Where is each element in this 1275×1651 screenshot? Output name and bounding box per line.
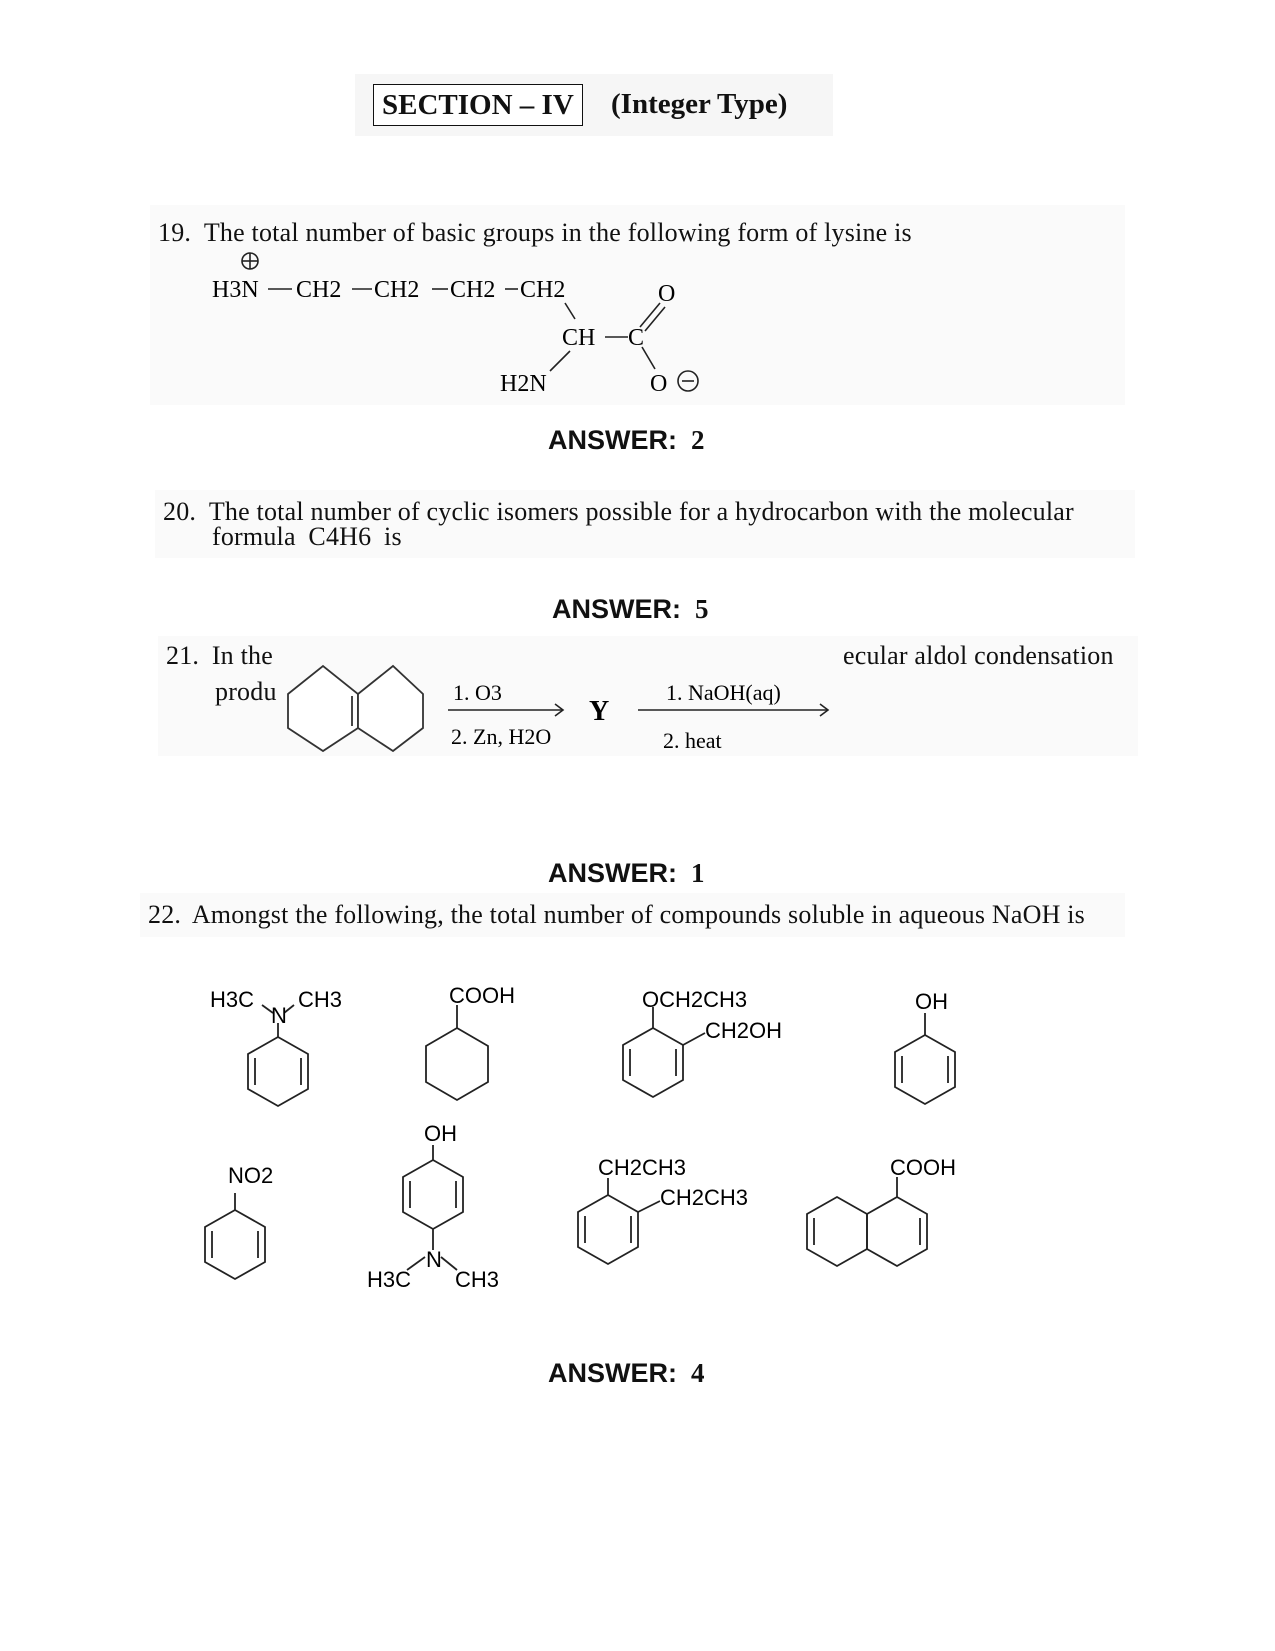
c1-n-label: N bbox=[271, 1003, 287, 1028]
cyclohexane-ring-icon bbox=[426, 1028, 488, 1100]
molecular-formula: C4H6 bbox=[308, 522, 372, 551]
answer-21 bbox=[548, 858, 705, 889]
question-text-line2: produ bbox=[215, 677, 277, 706]
benzene-ring-icon bbox=[248, 1037, 308, 1106]
intermediate-y: Y bbox=[589, 696, 610, 727]
c6-oh-label: OH bbox=[424, 1121, 457, 1146]
question-21 bbox=[158, 636, 1138, 756]
benzene-ring-icon bbox=[205, 1210, 265, 1279]
answer-label: ANSWER: bbox=[548, 425, 677, 455]
compounds-grid bbox=[195, 965, 1015, 1305]
step2-reagent-a: 1. NaOH(aq) bbox=[666, 680, 781, 705]
c1-ch3-label: CH3 bbox=[298, 987, 343, 1012]
answer-value: 4 bbox=[691, 1358, 705, 1388]
section-subtitle: (Integer Type) bbox=[611, 88, 788, 120]
c8-cooh-label: COOH bbox=[890, 1155, 956, 1180]
answer-value: 5 bbox=[695, 594, 709, 624]
question-20 bbox=[155, 490, 1135, 558]
answer-label: ANSWER: bbox=[548, 1358, 677, 1388]
question-22 bbox=[140, 893, 1125, 937]
c7-ethyl-a-label: CH2CH3 bbox=[598, 1155, 687, 1180]
chain-ch2-2: CH2 bbox=[374, 277, 420, 303]
answer-label: ANSWER: bbox=[548, 858, 677, 888]
section-title: SECTION – IV bbox=[373, 84, 583, 126]
chain-ch2-1: CH2 bbox=[296, 277, 342, 303]
section-header bbox=[355, 74, 833, 136]
benzene-ring-icon bbox=[623, 1028, 683, 1097]
c6-ch3-label: CH3 bbox=[455, 1267, 500, 1292]
step2-reagent-b: 2. heat bbox=[663, 728, 722, 753]
c5-no2-label: NO2 bbox=[228, 1163, 274, 1188]
benzene-ring-icon bbox=[578, 1195, 638, 1264]
c3-ch2oh-label: CH2OH bbox=[705, 1018, 783, 1043]
c3-och2ch3-label: OCH2CH3 bbox=[642, 987, 748, 1012]
answer-value: 1 bbox=[691, 858, 705, 888]
question-text: The total number of basic groups in the following form of lysine is bbox=[203, 218, 912, 247]
answer-value: 2 bbox=[691, 425, 705, 455]
step1-reagent-a: 1. O3 bbox=[453, 680, 502, 705]
question-number: 21. bbox=[166, 641, 200, 670]
amine-label: H2N bbox=[500, 371, 547, 397]
alpha-ch-label: CH bbox=[562, 325, 596, 351]
c7-ethyl-b-label: CH2CH3 bbox=[660, 1185, 749, 1210]
carbonyl-o-label: O bbox=[658, 281, 676, 307]
question-text-left: In the bbox=[211, 641, 273, 670]
answer-label: ANSWER: bbox=[552, 594, 681, 624]
c6-n-label: N bbox=[426, 1247, 442, 1272]
reaction-scheme bbox=[283, 656, 983, 756]
lysine-structure bbox=[150, 245, 1125, 405]
step1-reagent-b: 2. Zn, H2O bbox=[451, 724, 552, 749]
c6-h3c-label: H3C bbox=[367, 1267, 412, 1292]
chain-ch2-3: CH2 bbox=[450, 277, 496, 303]
question-19 bbox=[150, 205, 1125, 405]
benzene-ring-icon bbox=[895, 1035, 955, 1104]
question-text-line2-prefix: formula bbox=[212, 522, 296, 551]
c4-oh-label: OH bbox=[915, 989, 948, 1014]
question-text-right: ecular aldol condensation bbox=[843, 641, 1114, 670]
decalin-ring-icon bbox=[288, 666, 423, 751]
c1-h3c-label: H3C bbox=[210, 987, 255, 1012]
answer-22 bbox=[548, 1358, 705, 1389]
question-text-line1: The total number of cyclic isomers possible for a hydrocarbon with the molecular bbox=[208, 497, 1074, 526]
carboxyl-c-label: C bbox=[628, 325, 645, 351]
n-terminal-label: H3N bbox=[212, 277, 259, 303]
question-text-line2-suffix: is bbox=[384, 522, 402, 551]
question-text: Amongst the following, the total number of compounds soluble in aqueous NaOH is bbox=[191, 900, 1085, 929]
c2-cooh-label: COOH bbox=[449, 983, 515, 1008]
naphthalene-ring-icon bbox=[807, 1197, 927, 1266]
answer-20 bbox=[552, 594, 709, 625]
question-number: 20. bbox=[163, 497, 197, 526]
question-number: 22. bbox=[148, 900, 182, 929]
carboxylate-o-label: O bbox=[650, 371, 668, 397]
chain-ch2-4: CH2 bbox=[520, 277, 566, 303]
benzene-ring-icon bbox=[403, 1160, 463, 1229]
question-number: 19. bbox=[158, 218, 192, 247]
answer-19 bbox=[548, 425, 705, 456]
